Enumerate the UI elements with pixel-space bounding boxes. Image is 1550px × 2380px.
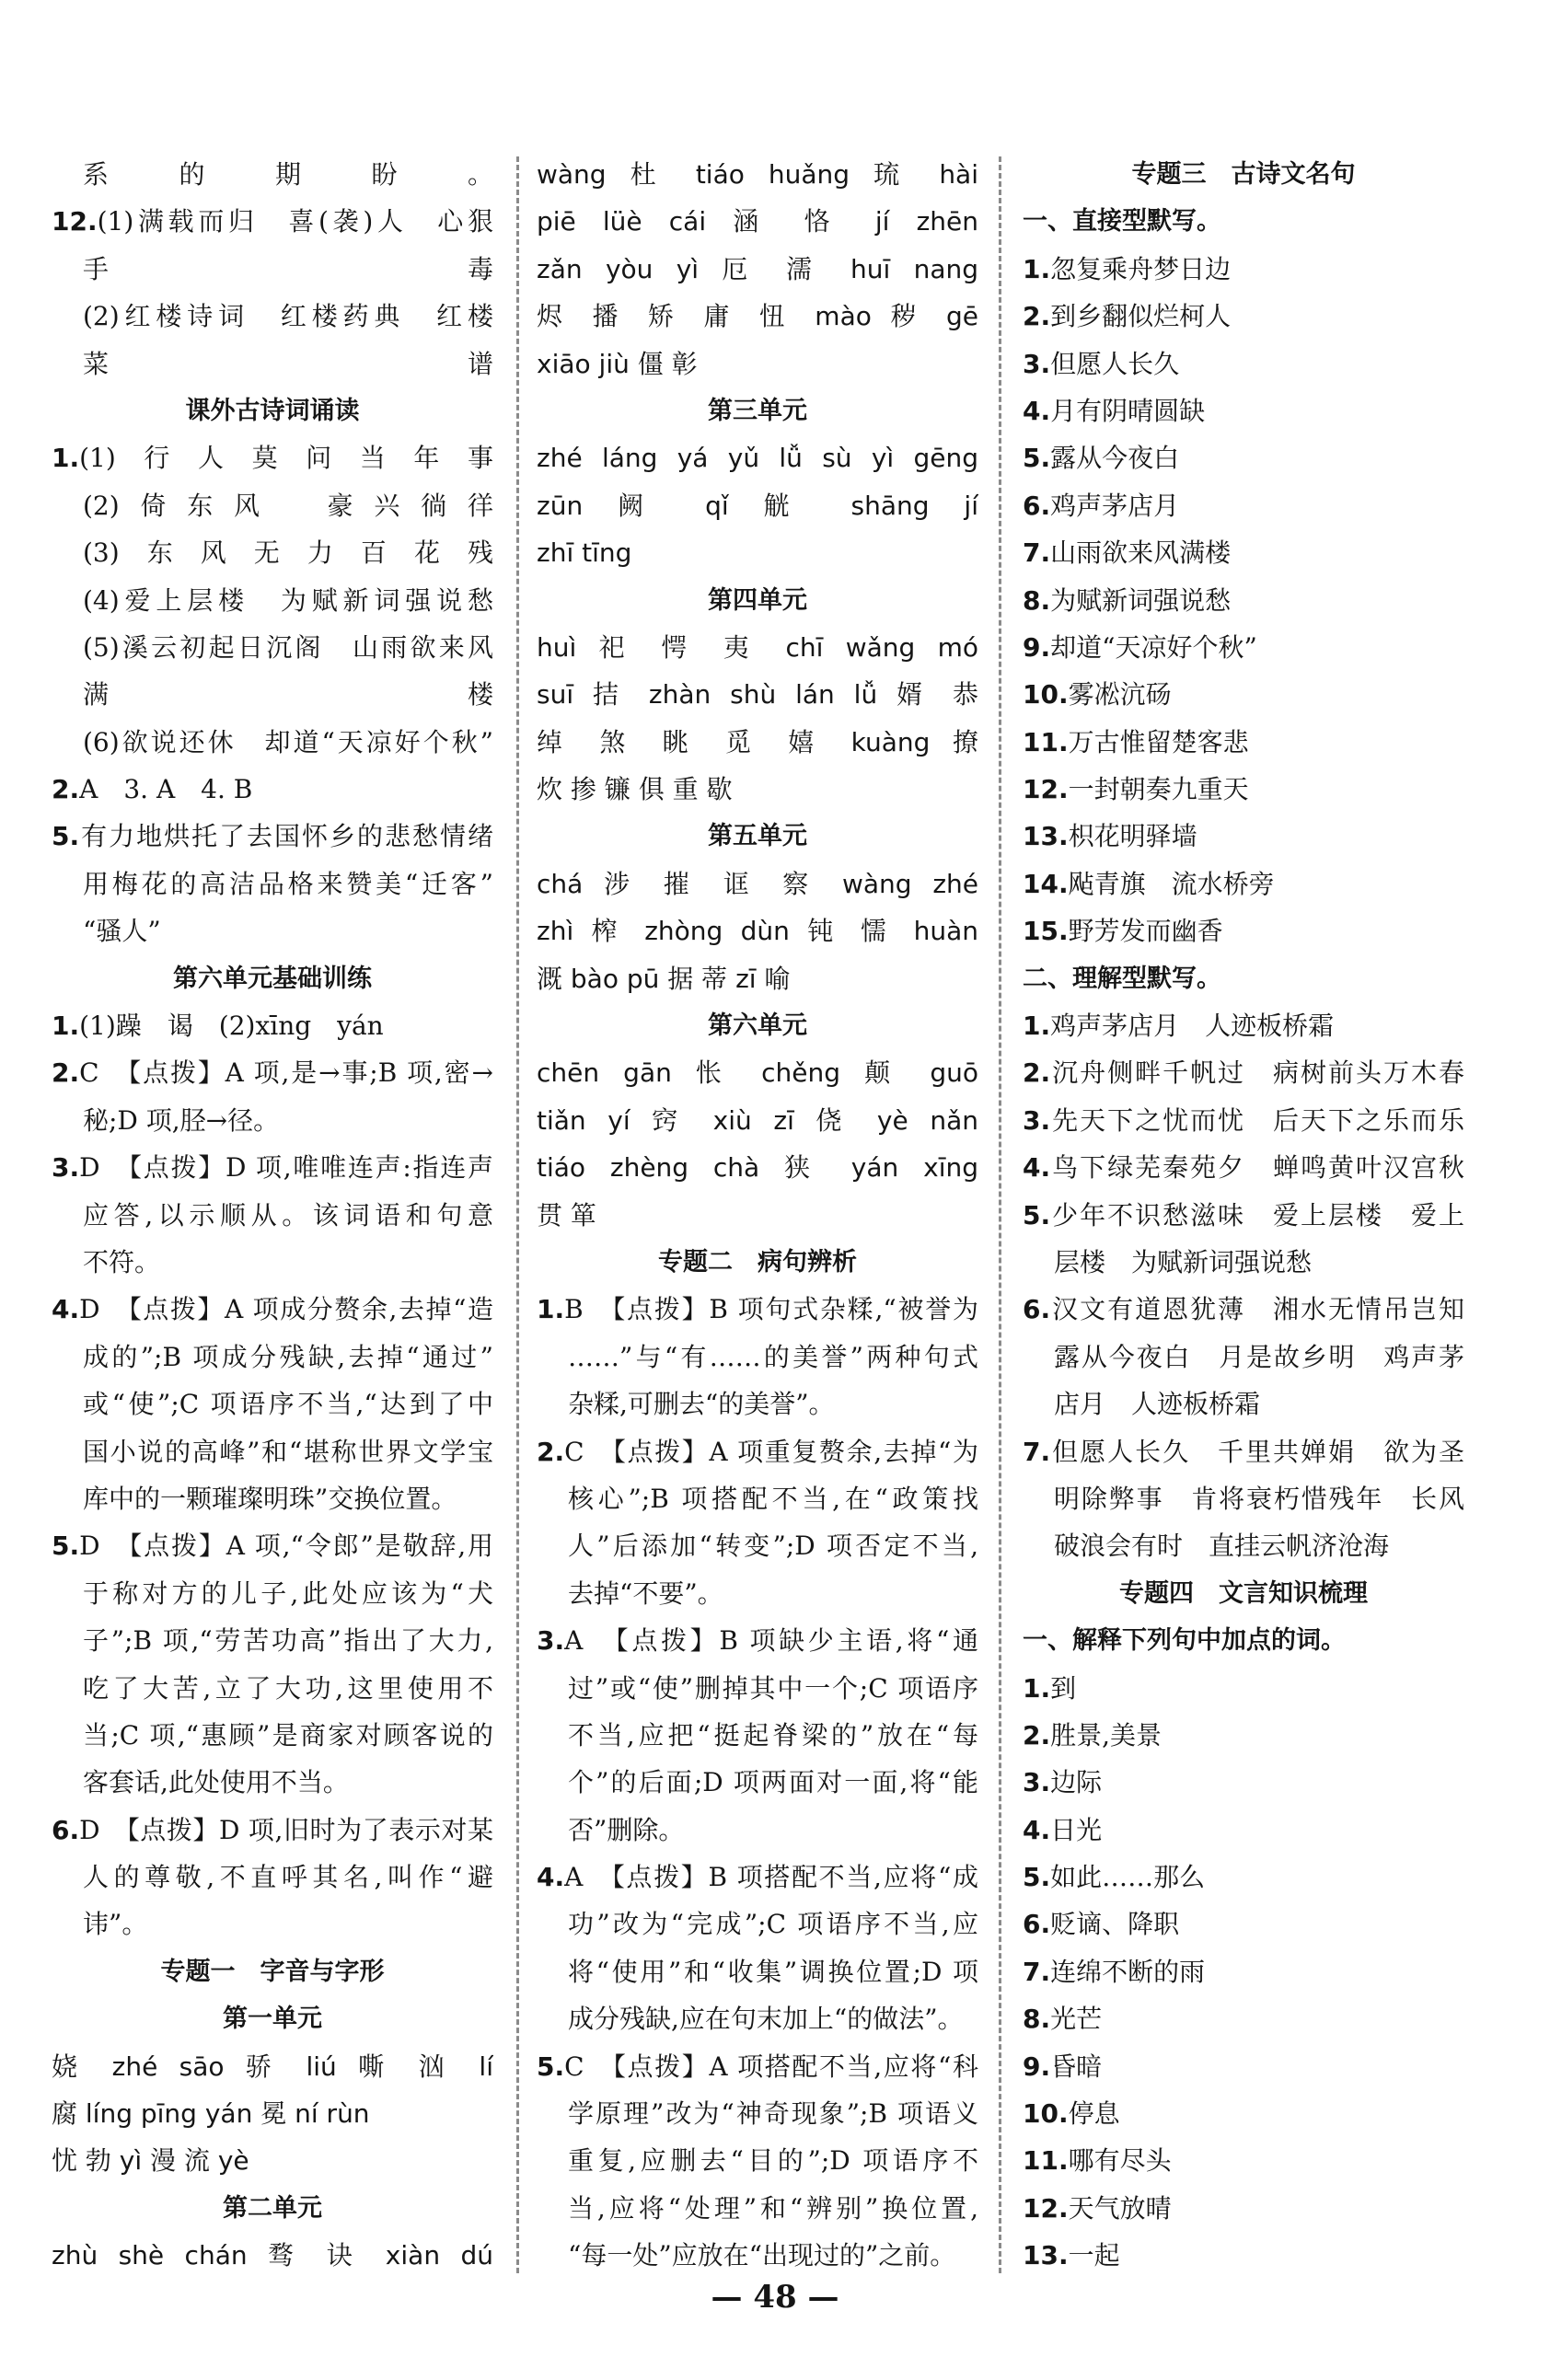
answer-item	[537, 1286, 978, 1333]
answer-continuation: 当;C 项,“惠顾”是商家对顾客说的	[83, 1719, 493, 1750]
item-text: 先天下之忧而忧 后天下之乐而乐	[1050, 1104, 1464, 1136]
pinyin-line: 腐 líng pīng yán 冕 ní rùn	[52, 2098, 370, 2130]
answer-continuation: 明除弊事 肯将衰朽惜残年 长风	[1054, 1483, 1464, 1514]
answer-item	[537, 2043, 978, 2090]
item-text: 哪有尽头	[1068, 2145, 1172, 2177]
item-number: 8.	[1023, 2004, 1051, 2035]
answer-item	[1023, 1901, 1464, 1947]
answer-continuation: 露从今夜白 月是故乡明 鸡声茅	[1054, 1341, 1464, 1372]
answer-continuation: 子”;B 项,“劳苦功高”指出了大力,	[83, 1625, 493, 1657]
item-text: 鸟下绿芜秦苑夕 蝉鸣黄叶汉宫秋	[1050, 1152, 1464, 1184]
column-divider-2	[999, 156, 1001, 2273]
item-text: C 【点拨】A 项重复赘余,去掉“为	[564, 1436, 978, 1467]
item-number: 1.	[537, 1294, 565, 1325]
answer-continuation: 学原理”改为“神奇现象”;B 项语义	[568, 2098, 978, 2130]
answer-continuation: “每一处”应放在“出现过的”之前。	[568, 2240, 956, 2271]
item-text: 光芒	[1050, 2004, 1103, 2035]
item-text: 一封朝奏九重天	[1068, 774, 1249, 805]
answer-item	[52, 434, 493, 481]
answer-item	[1023, 2137, 1464, 2184]
answer-item	[1023, 671, 1464, 718]
item-number: 9.	[1023, 2051, 1051, 2082]
answer-continuation: 国小说的高峰”和“堪称世界文学宝	[83, 1436, 493, 1467]
section-title: 专题一 字音与字形	[160, 1957, 385, 1986]
item-number: 6.	[1023, 1909, 1051, 1940]
answer-continuation: 否”删除。	[568, 1814, 685, 1845]
item-number: 3.	[1023, 1767, 1051, 1798]
answer-item	[1023, 1428, 1464, 1475]
answer-subitem: (3)东风无力百花残	[83, 537, 493, 569]
answer-continuation: 人”后添加“转变”;D 项否定不当,	[568, 1531, 978, 1562]
answer-continuation: 不当,应把“挺起脊梁的”放在“每	[568, 1719, 978, 1750]
answer-continuation: 过”或“使”删掉其中一个;C 项语序	[568, 1672, 978, 1704]
answer-item	[52, 1286, 493, 1333]
answer-item	[1023, 2232, 1464, 2279]
answer-item	[52, 766, 493, 813]
item-number: 15.	[1023, 916, 1069, 947]
item-text: (1)行人莫问当年事	[79, 443, 493, 474]
answer-subitem: (6)欲说还休 却道“天凉好个秋”	[83, 726, 493, 757]
item-text: 昏暗	[1050, 2051, 1103, 2082]
item-number: 2.	[1023, 1057, 1051, 1089]
section-title: 第四单元	[708, 585, 807, 615]
answer-continuation: 去掉“不要”。	[568, 1577, 723, 1609]
item-text: 沉舟侧畔千帆过 病树前头万木春	[1050, 1057, 1464, 1089]
section-title: 第六单元	[708, 1011, 807, 1041]
item-number: 3.	[1023, 348, 1051, 379]
pinyin-line: 忧 勃 yì 漫 流 yè	[52, 2145, 249, 2177]
answer-continuation: 系的期盼。	[83, 159, 493, 190]
section-title: 专题三 古诗文名句	[1131, 160, 1356, 189]
answer-continuation: 人的尊敬,不直呼其名,叫作“避	[83, 1862, 493, 1893]
answer-continuation: 满楼	[83, 679, 493, 711]
answer-item	[537, 1854, 978, 1901]
answer-item	[1023, 387, 1464, 434]
item-text: D 【点拨】D 项,唯唯连声:指连声	[79, 1152, 493, 1184]
answer-continuation: 重复,应删去“目的”;D 项语序不	[568, 2145, 978, 2177]
item-text: D 【点拨】D 项,旧时为了表示对某	[79, 1814, 493, 1845]
item-number: 14.	[1023, 868, 1069, 899]
item-number: 1.	[1023, 1672, 1051, 1704]
answer-item	[1023, 1948, 1464, 1995]
pinyin-line: 娆 zhé sāo 骄 liú 嘶 汹 lí	[52, 2051, 493, 2082]
answer-continuation: 于称对方的儿子,此处应该为“犬	[83, 1577, 493, 1609]
answer-item	[1023, 1807, 1464, 1854]
answer-item	[1023, 2090, 1464, 2137]
answer-item	[52, 1144, 493, 1191]
answer-item	[1023, 813, 1464, 860]
pinyin-line: wàng 杜 tiáo huǎng 琉 hài	[537, 159, 978, 190]
answer-continuation: 客套话,此处使用不当。	[83, 1767, 349, 1798]
item-number: 5.	[1023, 443, 1051, 474]
item-text: 飐青旗 流水桥旁	[1068, 868, 1275, 899]
item-number: 2.	[1023, 1719, 1051, 1750]
answer-continuation: 破浪会有时 直挂云帆济沧海	[1054, 1531, 1390, 1562]
item-text: A 3. A 4. B	[79, 774, 253, 805]
item-text: 忽复乘舟梦日边	[1050, 253, 1232, 284]
item-text: 到乡翻似烂柯人	[1050, 301, 1232, 332]
answer-item	[52, 1049, 493, 1096]
pinyin-line: 绰 煞 眺 觅 嬉 kuàng 撩	[537, 726, 978, 757]
item-text: 汉文有道恩犹薄 湘水无情吊岂知	[1050, 1294, 1464, 1325]
answer-item	[1023, 1049, 1464, 1096]
answer-item	[52, 1002, 493, 1049]
item-text: 为赋新词强说愁	[1050, 584, 1232, 616]
item-text: D 【点拨】A 项成分赘余,去掉“造	[79, 1294, 493, 1325]
answer-continuation: ……”与“有……的美誉”两种句式	[568, 1341, 978, 1372]
item-text: 如此……那么	[1050, 1862, 1206, 1893]
item-number: 5.	[52, 1531, 80, 1562]
subsection-heading: 一、解释下列句中加点的词。	[1023, 1626, 1346, 1656]
answer-item	[1023, 907, 1464, 954]
item-number: 1.	[52, 1011, 80, 1042]
pinyin-line: zhé láng yá yǔ lǚ sù yì gēng	[537, 443, 978, 474]
column-divider-1	[516, 156, 519, 2273]
answer-continuation: 店月 人迹板桥霜	[1054, 1389, 1261, 1420]
answer-item	[52, 1807, 493, 1854]
item-text: B 【点拨】B 项句式杂糅,“被誉为	[564, 1294, 978, 1325]
answer-continuation: 个”的后面;D 项两面对一面,将“能	[568, 1767, 978, 1798]
item-text: C 【点拨】A 项,是→事;B 项,密→	[79, 1057, 493, 1089]
section-title: 第一单元	[223, 2005, 322, 2034]
answer-continuation: 或“使”;C 项语序不当,“达到了中	[83, 1389, 493, 1420]
answer-item	[1023, 577, 1464, 624]
answer-item	[1023, 1759, 1464, 1806]
item-text: 鸡声茅店月	[1050, 490, 1180, 521]
item-text: 少年不识愁滋味 爱上层楼 爱上	[1050, 1199, 1464, 1230]
item-number: 7.	[1023, 537, 1051, 569]
pinyin-line: zūn 阙 qǐ 觥 shāng jí	[537, 490, 978, 521]
answer-continuation: 吃了大苦,立了大功,这里使用不	[83, 1672, 493, 1704]
item-text: 鸡声茅店月 人迹板桥霜	[1050, 1011, 1335, 1042]
item-text: A 【点拨】B 项搭配不当,应将“成	[564, 1862, 978, 1893]
item-number: 12.	[1023, 2192, 1069, 2224]
item-text: 到	[1050, 1672, 1077, 1704]
pinyin-line: chá 涉 摧 诓 察 wàng zhé	[537, 868, 978, 899]
page-number: — 48 —	[711, 2279, 839, 2316]
item-number: 5.	[1023, 1199, 1051, 1230]
subsection-heading: 二、理解型默写。	[1023, 964, 1221, 993]
item-number: 2.	[537, 1436, 565, 1467]
answer-item	[537, 1428, 978, 1475]
item-number: 11.	[1023, 2145, 1069, 2177]
item-text: 连绵不断的雨	[1050, 1956, 1206, 1987]
answer-item	[1023, 482, 1464, 529]
item-number: 6.	[1023, 1294, 1051, 1325]
item-number: 6.	[1023, 490, 1051, 521]
column-right	[1023, 151, 1464, 2280]
answer-item	[1023, 1665, 1464, 1712]
answer-continuation: 当,应将“处理”和“辨别”换位置,	[568, 2192, 978, 2224]
item-text: 有力地烘托了去国怀乡的悲愁情绪	[79, 821, 493, 852]
answer-item	[52, 1522, 493, 1569]
answer-item	[537, 1617, 978, 1664]
item-text: C 【点拨】A 项搭配不当,应将“科	[564, 2051, 978, 2082]
item-number: 1.	[1023, 253, 1051, 284]
answer-item	[1023, 624, 1464, 671]
answer-item	[52, 813, 493, 860]
pinyin-line: zhù shè chán 骛 诀 xiàn dú	[52, 2240, 493, 2271]
item-number: 2.	[52, 1057, 80, 1089]
item-number: 2.	[52, 774, 80, 805]
answer-continuation: 功”改为“完成”;C 项语序不当,应	[568, 1909, 978, 1940]
item-number: 3.	[537, 1625, 565, 1657]
answer-item	[1023, 246, 1464, 293]
item-text: D 【点拨】A 项,“令郎”是敬辞,用	[79, 1531, 493, 1562]
item-text: 枳花明驿墙	[1068, 821, 1197, 852]
answer-continuation: 应答,以示顺从。该词语和句意	[83, 1199, 493, 1230]
item-text: 贬谪、降职	[1050, 1909, 1180, 1940]
pinyin-line: zhī tīng	[537, 537, 632, 569]
answer-item	[1023, 293, 1464, 340]
answer-continuation: 菜谱	[83, 348, 493, 379]
section-title: 第六单元基础训练	[173, 964, 372, 993]
answer-item	[1023, 1712, 1464, 1759]
column-left	[52, 151, 493, 2280]
item-number: 10.	[1023, 2098, 1069, 2130]
item-number: 13.	[1023, 821, 1069, 852]
pinyin-line: 溉 bào pū 据 蒂 zī 喻	[537, 963, 791, 994]
item-text: 却道“天凉好个秋”	[1050, 631, 1257, 663]
pinyin-line: 烬 播 矫 庸 忸 mào 秽 gē	[537, 301, 978, 332]
item-number: 2.	[1023, 301, 1051, 332]
item-text: 胜景,美景	[1050, 1719, 1162, 1750]
pinyin-line: xiāo jiù 僵 彰	[537, 348, 698, 379]
answer-continuation: 不符。	[83, 1246, 161, 1277]
answer-continuation: 讳”。	[83, 1909, 148, 1940]
item-text: 露从今夜白	[1050, 443, 1180, 474]
item-text: 停息	[1068, 2098, 1120, 2130]
answer-item	[1023, 1002, 1464, 1049]
pinyin-line: zǎn yòu yì 厄 濡 huī nang	[537, 253, 978, 284]
item-text: 山雨欲来风满楼	[1050, 537, 1232, 569]
answer-item	[1023, 1097, 1464, 1144]
item-text: 雾凇沆砀	[1068, 679, 1172, 711]
section-title: 专题四 文言知识梳理	[1119, 1578, 1368, 1608]
answer-continuation: “骚人”	[83, 916, 161, 947]
section-title: 第五单元	[708, 822, 807, 851]
item-text: 一起	[1068, 2240, 1120, 2271]
item-number: 9.	[1023, 631, 1051, 663]
item-text: 万古惟留楚客悲	[1068, 726, 1249, 757]
item-text: 但愿人长久 千里共婵娟 欲为圣	[1050, 1436, 1464, 1467]
answer-continuation: 核心”;B 项搭配不当,在“政策找	[568, 1483, 978, 1514]
item-number: 4.	[537, 1862, 565, 1893]
item-text: (1)满载而归 喜(袭)人 心狠	[97, 206, 493, 237]
answer-item	[1023, 341, 1464, 387]
answer-item	[1023, 2185, 1464, 2232]
item-number: 12.	[52, 206, 98, 237]
item-number: 1.	[52, 443, 80, 474]
item-number: 3.	[1023, 1104, 1051, 1136]
answer-item	[1023, 861, 1464, 907]
section-title: 专题二 病句辨析	[658, 1247, 857, 1277]
item-number: 4.	[52, 1294, 80, 1325]
answer-subitem: (2)倚东风 豪兴徜徉	[83, 490, 493, 521]
pinyin-line: piē lüè cái 涵 恪 jí zhēn	[537, 206, 978, 237]
item-number: 7.	[1023, 1956, 1051, 1987]
answer-item	[1023, 1286, 1464, 1333]
item-number: 3.	[52, 1152, 80, 1184]
pinyin-line: chēn gān 怅 chěng 颠 guō	[537, 1057, 978, 1089]
answer-item	[1023, 529, 1464, 576]
subsection-heading: 一、直接型默写。	[1023, 207, 1221, 237]
section-title: 第二单元	[223, 2193, 322, 2223]
pinyin-line: 贯 箪	[537, 1199, 596, 1230]
answer-continuation: 用梅花的高洁品格来赞美“迁客”	[83, 868, 493, 899]
pinyin-line: tiáo zhèng chà 狭 yán xīng	[537, 1152, 978, 1184]
answer-subitem: (4)爱上层楼 为赋新词强说愁	[83, 584, 493, 616]
answer-item	[1023, 719, 1464, 766]
pinyin-line: 炊 掺 镰 俱 重 歇	[537, 774, 733, 805]
item-text: 但愿人长久	[1050, 348, 1180, 379]
item-text: 边际	[1050, 1767, 1103, 1798]
answer-item	[52, 198, 493, 245]
answer-continuation: 将“使用”和“收集”调换位置;D 项	[568, 1956, 978, 1987]
answer-continuation: 库中的一颗璀璨明珠”交换位置。	[83, 1483, 457, 1514]
section-title: 第三单元	[708, 396, 807, 425]
item-number: 4.	[1023, 395, 1051, 426]
answer-continuation: 秘;D 项,胫→径。	[83, 1104, 280, 1136]
section-title: 课外古诗词诵读	[185, 396, 360, 425]
answer-item	[1023, 766, 1464, 813]
answer-subitem: (5)溪云初起日沉阁 山雨欲来风	[83, 631, 493, 663]
item-number: 1.	[1023, 1011, 1051, 1042]
item-text: (1)躁 谒 (2)xīng yán	[79, 1011, 384, 1042]
item-number: 13.	[1023, 2240, 1069, 2271]
item-text: 天气放晴	[1068, 2192, 1172, 2224]
answer-item	[1023, 2043, 1464, 2090]
answer-continuation: 杂糅,可删去“的美誉”。	[568, 1389, 835, 1420]
item-text: A 【点拨】B 项缺少主语,将“通	[564, 1625, 978, 1657]
answer-item	[1023, 1854, 1464, 1901]
item-number: 4.	[1023, 1814, 1051, 1845]
pinyin-line: zhì 榨 zhòng dùn 钝 懦 huàn	[537, 916, 978, 947]
answer-subitem: (2)红楼诗词 红楼药典 红楼	[83, 301, 493, 332]
item-text: 野芳发而幽香	[1068, 916, 1223, 947]
item-number: 8.	[1023, 584, 1051, 616]
pinyin-line: huì 祀 愕 夷 chī wǎng mó	[537, 631, 978, 663]
item-number: 4.	[1023, 1152, 1051, 1184]
answer-item	[1023, 1192, 1464, 1239]
item-number: 5.	[1023, 1862, 1051, 1893]
answer-continuation: 层楼 为赋新词强说愁	[1054, 1246, 1313, 1277]
column-middle	[537, 151, 978, 2280]
answer-item	[1023, 434, 1464, 481]
item-text: 日光	[1050, 1814, 1103, 1845]
answer-continuation: 成的”;B 项成分残缺,去掉“通过”	[83, 1341, 493, 1372]
item-number: 12.	[1023, 774, 1069, 805]
item-number: 5.	[52, 821, 80, 852]
pinyin-line: tiǎn yí 窍 xiù zī 侥 yè nǎn	[537, 1104, 978, 1136]
item-number: 11.	[1023, 726, 1069, 757]
answer-item	[1023, 1995, 1464, 2042]
item-number: 5.	[537, 2051, 565, 2082]
pinyin-line: suī 拮 zhàn shù lán lǚ 婿 恭	[537, 679, 978, 711]
item-number: 10.	[1023, 679, 1069, 711]
item-number: 6.	[52, 1814, 80, 1845]
answer-continuation: 手毒	[83, 253, 493, 284]
answer-continuation: 成分残缺,应在句末加上“的做法”。	[568, 2004, 964, 2035]
item-number: 7.	[1023, 1436, 1051, 1467]
answer-item	[1023, 1144, 1464, 1191]
item-text: 月有阴晴圆缺	[1050, 395, 1206, 426]
